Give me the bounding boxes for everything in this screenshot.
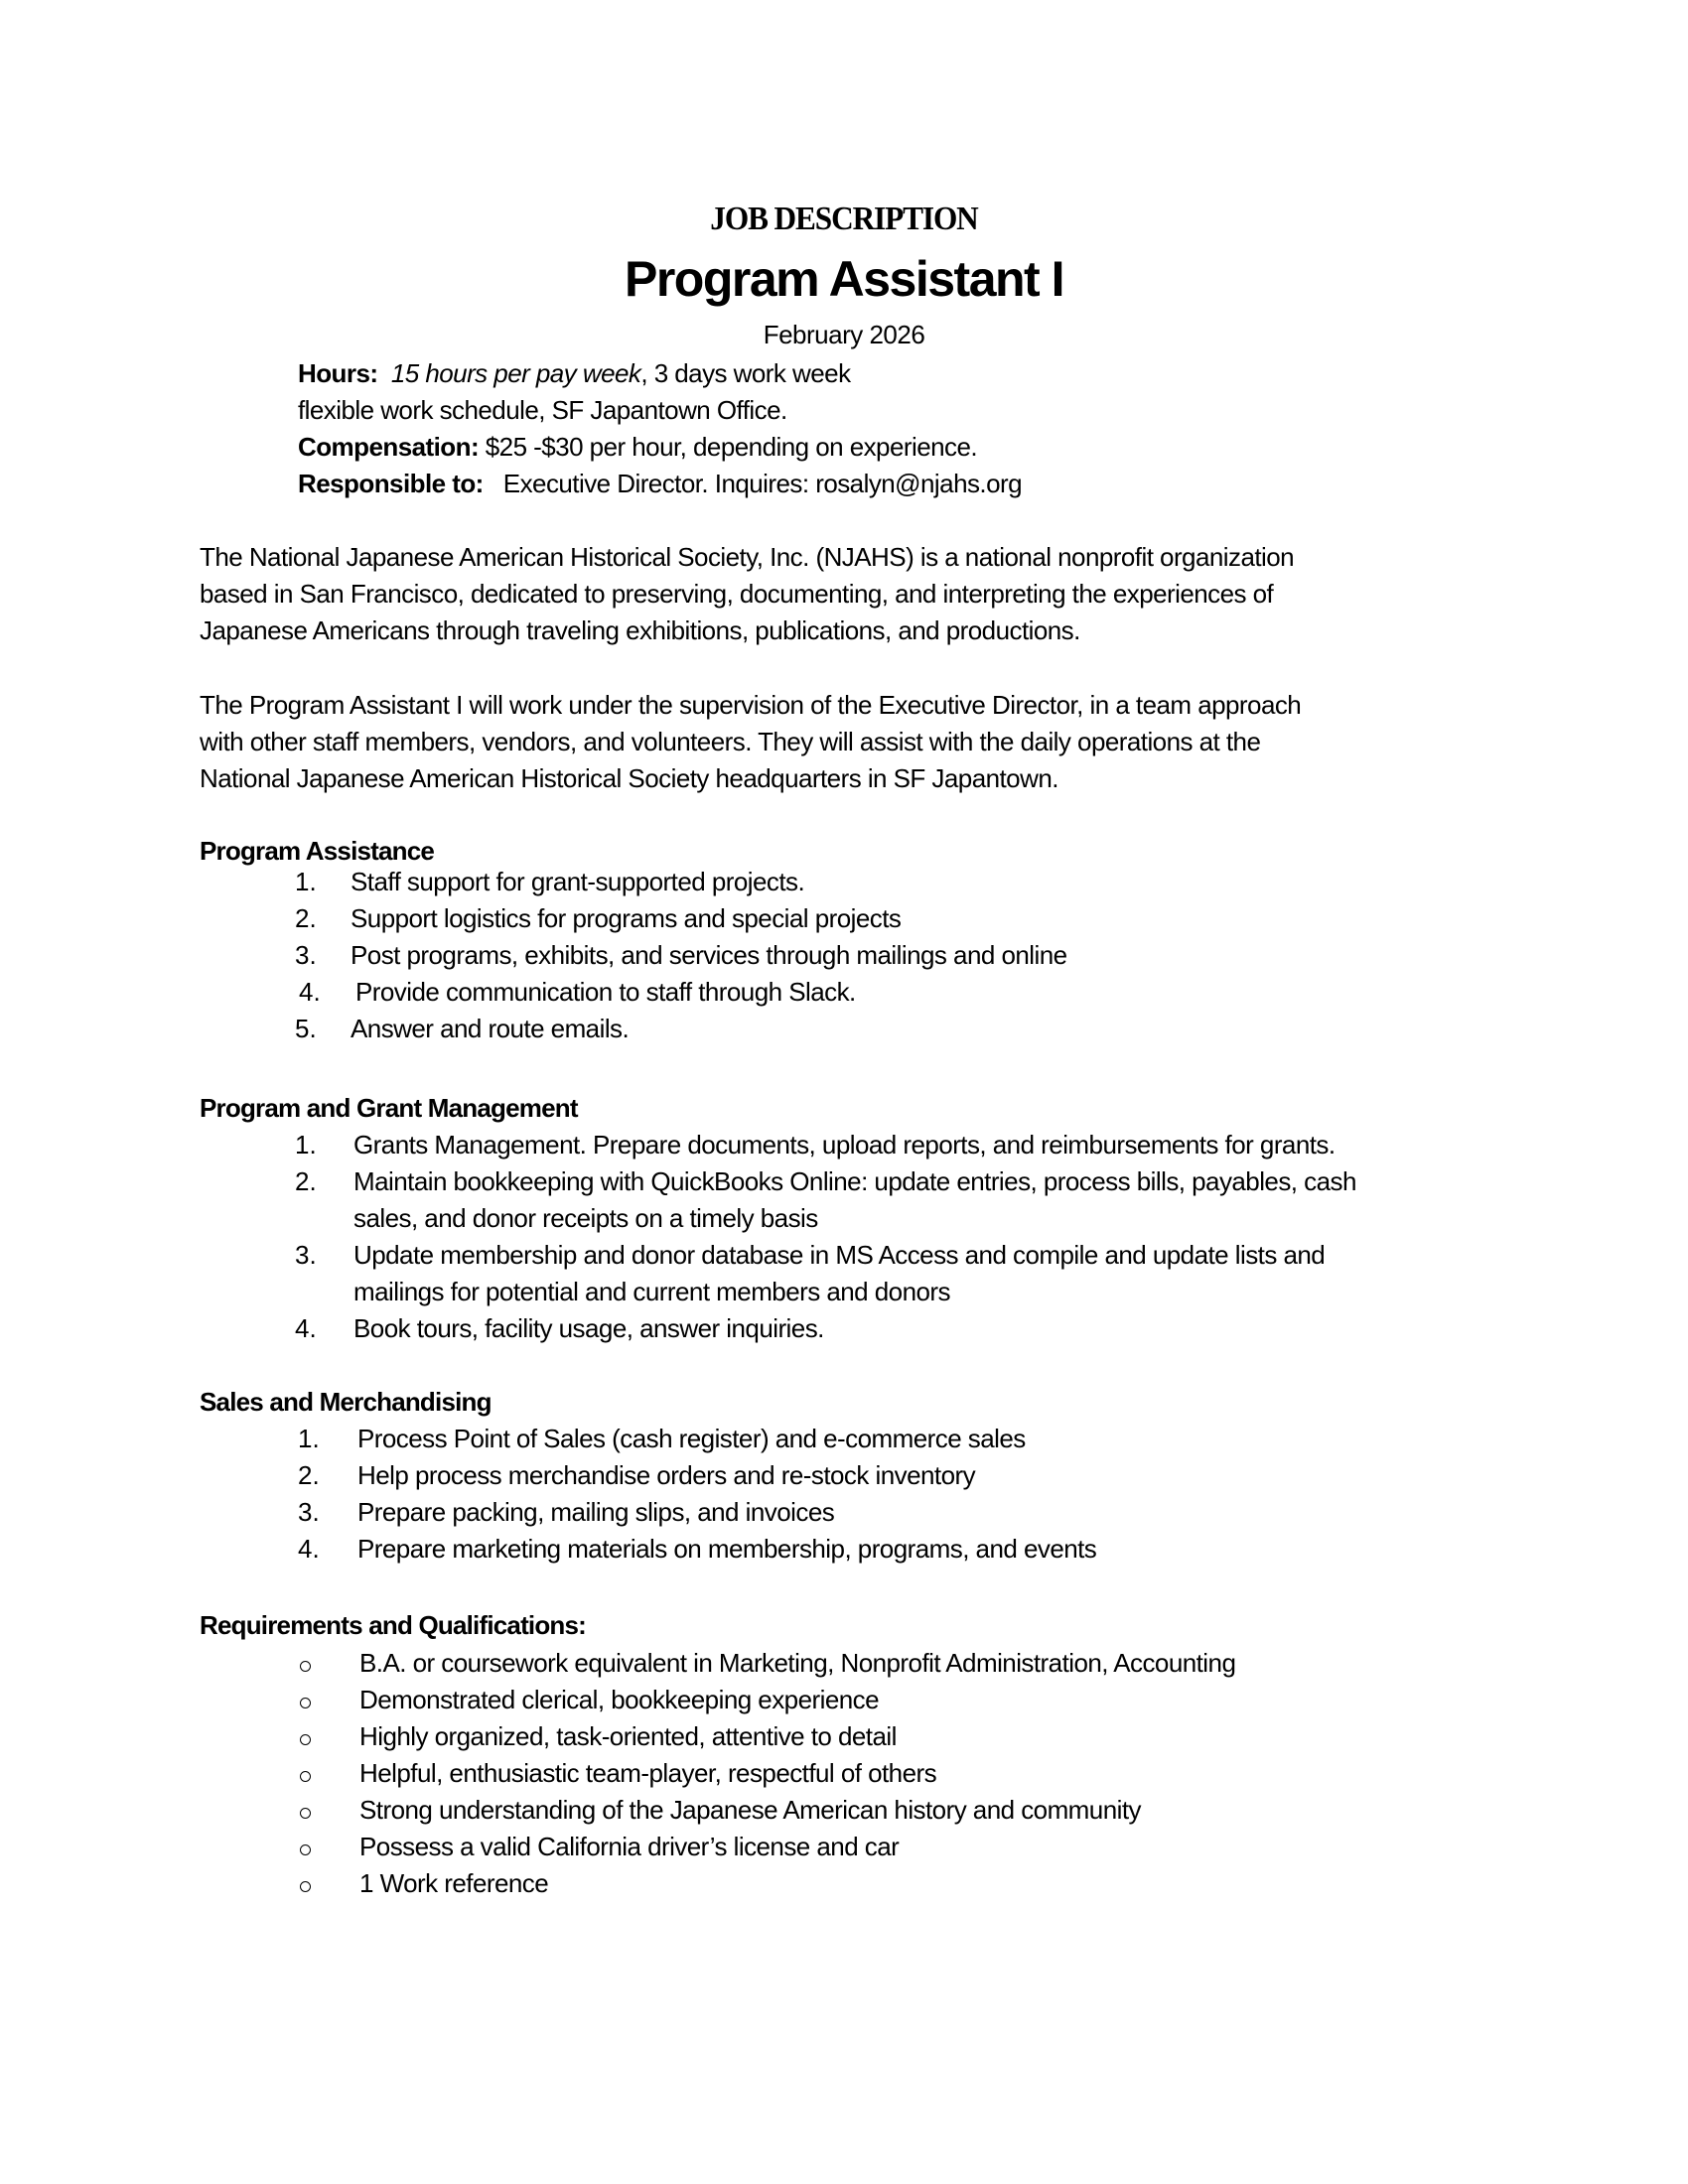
compensation-line [298,432,977,462]
hours-days: , 3 days work week [640,358,851,388]
paragraph-line: based in San Francisco, dedicated to preserving, documenting, and interpreting the experiences of [200,579,1274,609]
item-number: 1. [295,867,317,896]
bullet-text: 1 Work reference [359,1868,549,1898]
hours-value: 15 hours per pay week [390,358,641,388]
item-text: Prepare packing, mailing slips, and invoices [357,1497,835,1527]
open-circle-bullet-icon [300,1734,311,1745]
item-text-continued: mailings for potential and current members and donors [353,1277,950,1306]
item-text: Support logistics for programs and special projects [351,903,902,933]
item-number: 1. [298,1424,320,1453]
responsible-line [298,469,1022,498]
item-number: 1. [295,1130,317,1160]
item-text: Prepare marketing materials on membership, programs, and events [357,1534,1097,1564]
item-text: Process Point of Sales (cash register) and e-commerce sales [357,1424,1026,1453]
open-circle-bullet-icon [300,1808,311,1819]
item-text: Grants Management. Prepare documents, upload reports, and reimbursements for grants. [353,1130,1336,1160]
page-title: Program Assistant I [624,251,1063,307]
paragraph-line: with other staff members, vendors, and volunteers. They will assist with the daily operations at the [200,727,1261,756]
paragraph-line: The National Japanese American Historical Society, Inc. (NJAHS) is a national nonprofit organization [200,542,1295,572]
hours-line [298,358,851,388]
item-text: Book tours, facility usage, answer inquiries. [353,1313,824,1343]
item-number: 3. [298,1497,320,1527]
item-number: 5. [295,1014,317,1043]
open-circle-bullet-icon [300,1844,311,1855]
paragraph-line: National Japanese American Historical Society headquarters in SF Japantown. [200,763,1058,793]
open-circle-bullet-icon [300,1771,311,1782]
section-heading: Sales and Merchandising [200,1387,492,1417]
bullet-text: Highly organized, task-oriented, attentive to detail [359,1721,897,1751]
item-text: Post programs, exhibits, and services through mailings and online [351,940,1067,970]
compensation-label: Compensation: [298,432,480,462]
item-text: Provide communication to staff through Slack. [355,977,856,1007]
item-text: Help process merchandise orders and re-stock inventory [357,1460,976,1490]
bullet-text: Strong understanding of the Japanese American history and community [359,1795,1141,1825]
paragraph-line: The Program Assistant I will work under the supervision of the Executive Director, in a team approach [200,690,1302,720]
paragraph-line: Japanese Americans through traveling exhibitions, publications, and productions. [200,615,1080,645]
responsible-value: Executive Director. Inquires: rosalyn@njahs.org [502,469,1023,498]
item-text: Update membership and donor database in MS Access and compile and update lists and [353,1240,1326,1270]
item-text: Answer and route emails. [351,1014,630,1043]
item-number: 2. [295,1166,317,1196]
open-circle-bullet-icon [300,1881,311,1892]
section-heading: Requirements and Qualifications: [200,1610,587,1640]
schedule-line: flexible work schedule, SF Japantown Office. [298,395,787,425]
compensation-value: $25 -$30 per hour, depending on experience. [479,432,978,462]
document-date: February 2026 [763,320,925,349]
item-number: 2. [298,1460,320,1490]
item-number: 2. [295,903,317,933]
item-text: Staff support for grant-supported projects. [351,867,805,896]
bullet-text: Helpful, enthusiastic team-player, respectful of others [359,1758,937,1788]
item-number: 4. [295,1313,317,1343]
item-number: 3. [295,1240,317,1270]
item-text-continued: sales, and donor receipts on a timely basis [353,1203,818,1233]
item-number: 4. [298,1534,320,1564]
document-type-heading: JOB DESCRIPTION [710,201,978,237]
bullet-text: Possess a valid California driver’s license and car [359,1832,900,1861]
item-number: 3. [295,940,317,970]
open-circle-bullet-icon [300,1661,311,1672]
open-circle-bullet-icon [300,1698,311,1708]
item-text: Maintain bookkeeping with QuickBooks Online: update entries, process bills, payables, cash [353,1166,1356,1196]
bullet-text: B.A. or coursework equivalent in Marketing, Nonprofit Administration, Accounting [359,1648,1236,1678]
section-heading: Program Assistance [200,836,435,866]
bullet-text: Demonstrated clerical, bookkeeping experience [359,1685,880,1714]
item-number: 4. [299,977,321,1007]
responsible-label: Responsible to: [298,469,484,498]
section-heading: Program and Grant Management [200,1093,578,1123]
hours-label: Hours: [298,358,378,388]
